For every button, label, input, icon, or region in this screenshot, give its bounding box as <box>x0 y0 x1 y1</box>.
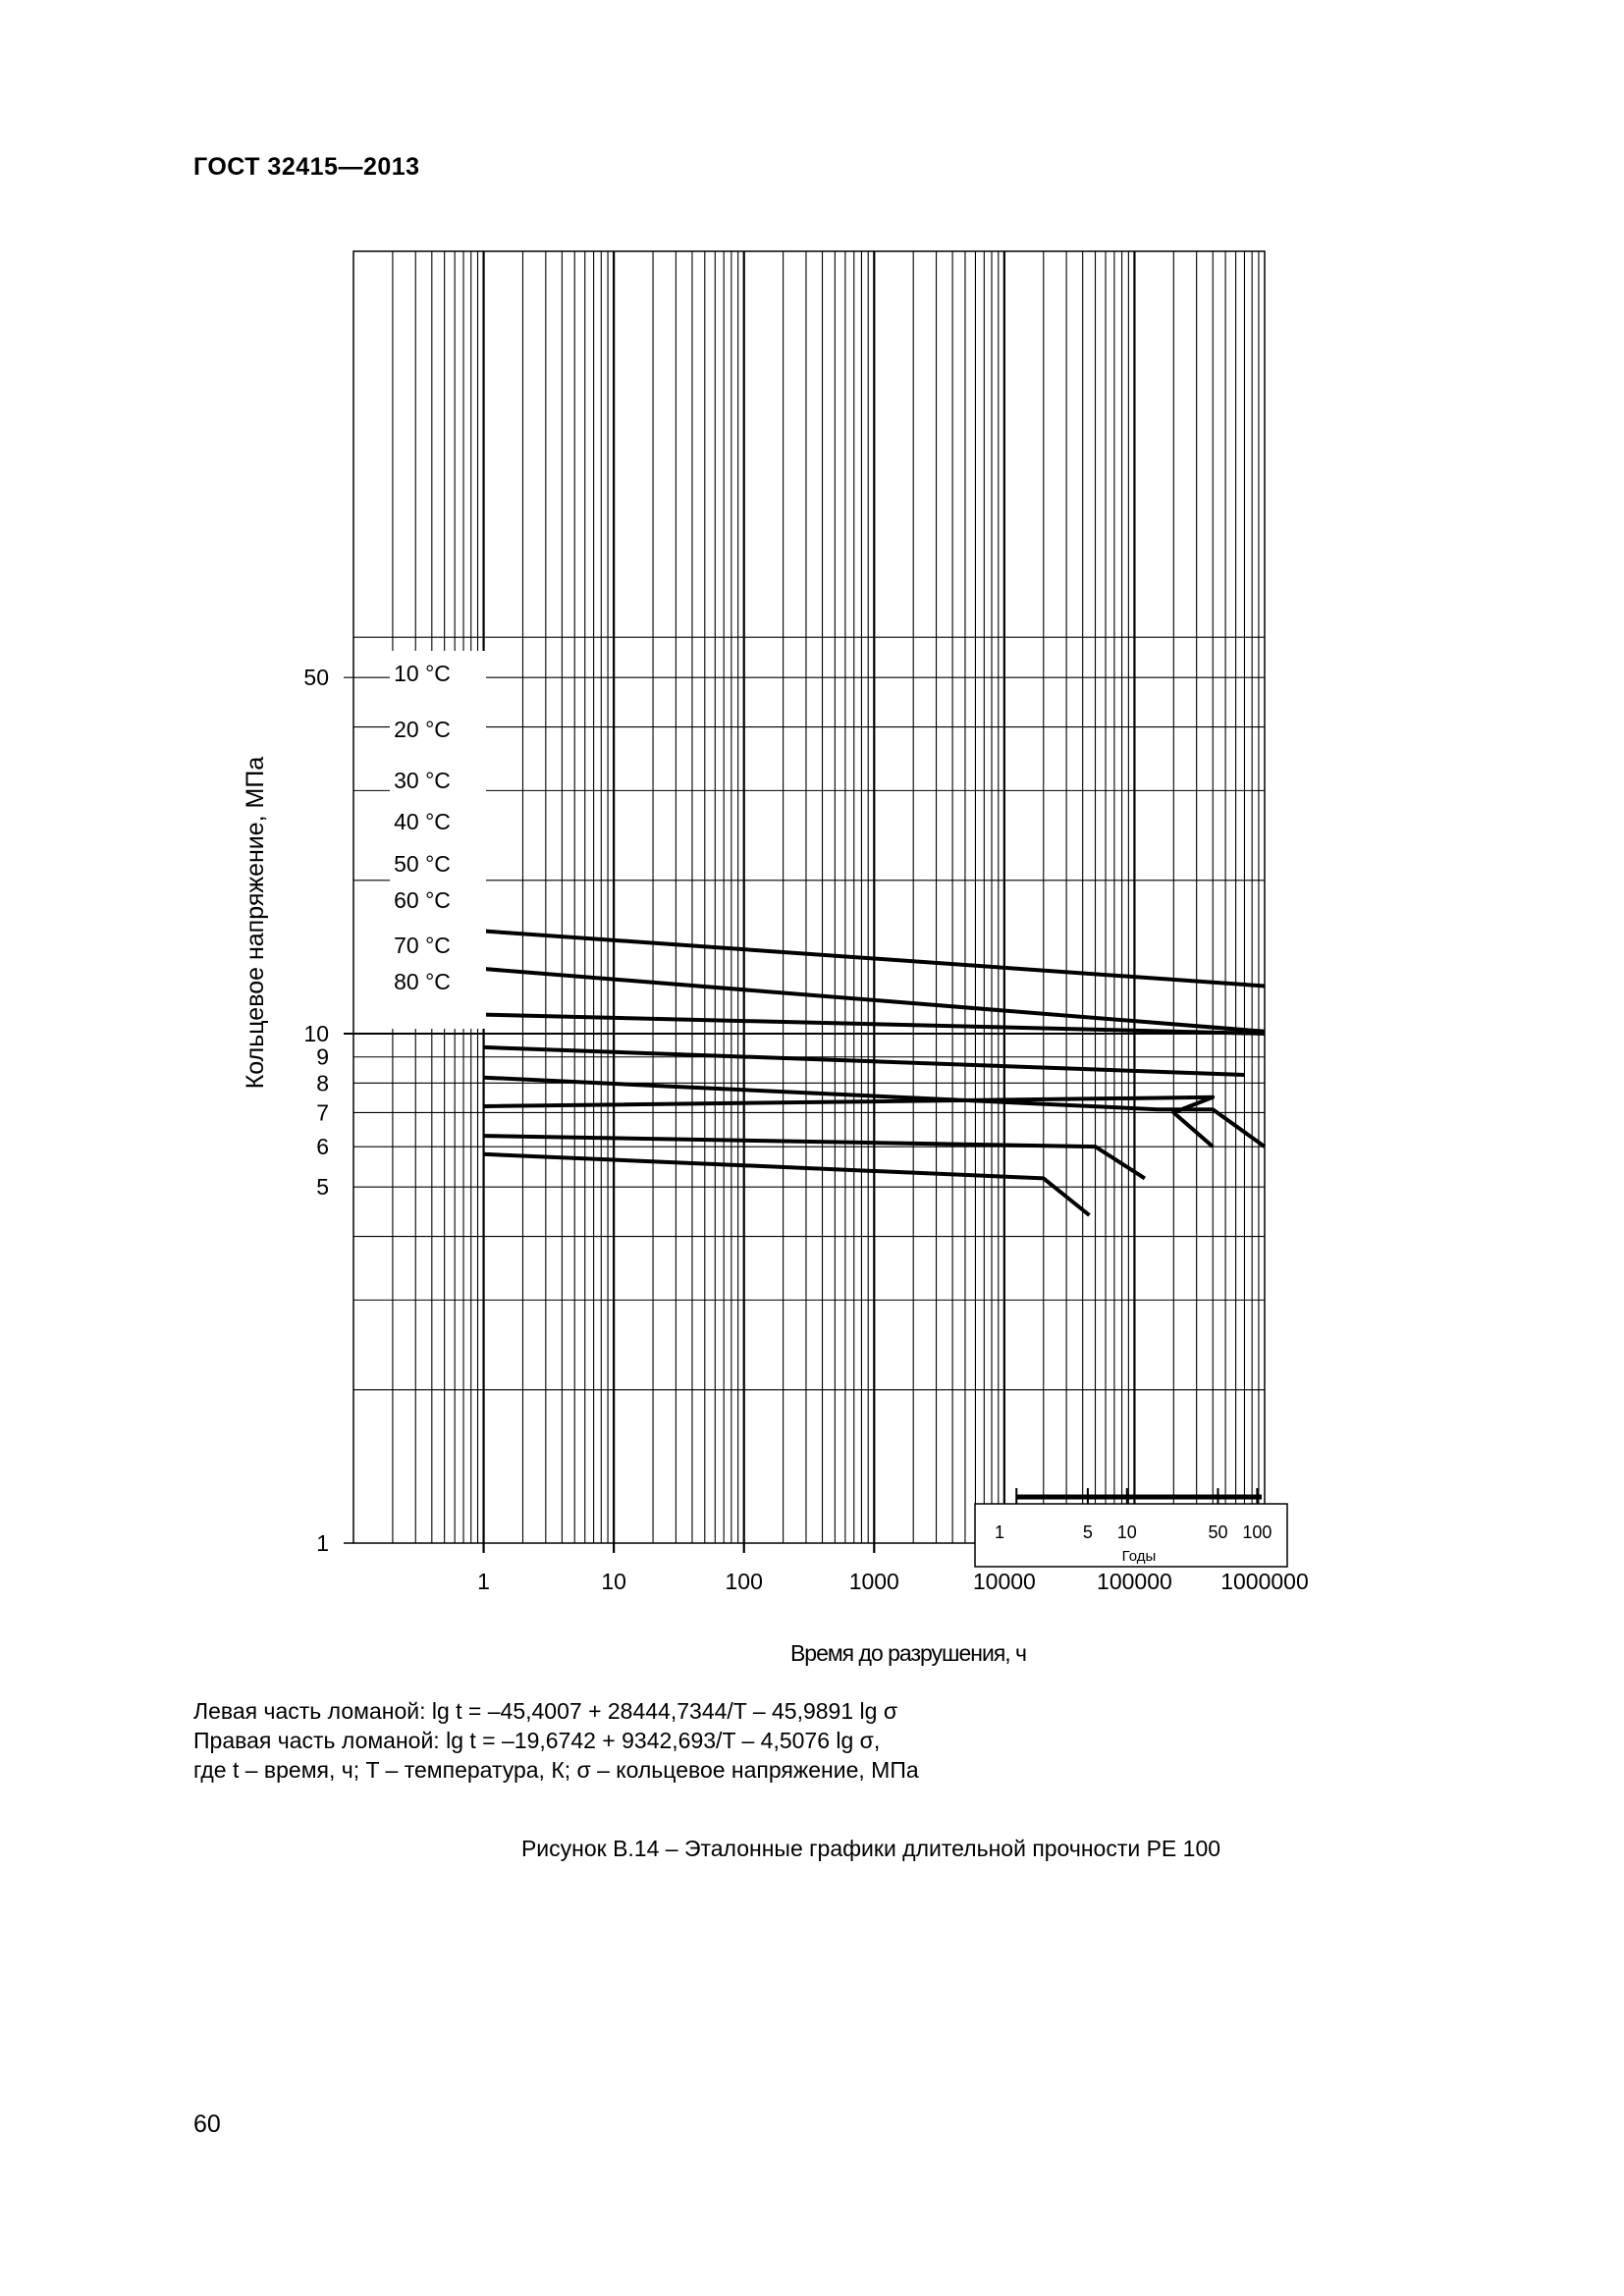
x-axis-label: Время до разрушения, ч <box>789 1640 1027 1666</box>
figure-caption: Рисунок В.14 – Эталонные графики длительной прочности PE 100 <box>520 1836 1221 1861</box>
y-tick-label: 50 <box>303 665 329 691</box>
y-tick-label: 9 <box>316 1043 329 1070</box>
formula-right: Правая часть ломаной: lg t = –19,6742 + 9342,693/T – 4,5076 lg σ, <box>193 1728 881 1753</box>
years-axis-title: Годы <box>1121 1548 1157 1565</box>
page-number: 60 <box>193 2110 221 2138</box>
y-tick-label: 1 <box>316 1530 329 1556</box>
legend-label: 80 °C <box>394 969 451 994</box>
y-tick-label: 7 <box>316 1099 329 1126</box>
formula-block <box>193 1696 919 1785</box>
legend-label: 20 °C <box>394 717 451 742</box>
x-tick-label: 1000 <box>848 1569 899 1594</box>
formula-left: Левая часть ломаной: lg t = –45,4007 + 28444,7344/T – 45,9891 lg σ <box>193 1698 898 1724</box>
x-tick-label: 100000 <box>1097 1569 1172 1594</box>
x-tick-labels <box>477 1569 1309 1594</box>
legend-label: 50 °C <box>394 851 451 877</box>
y-tick-label: 10 <box>303 1021 329 1046</box>
legend-label: 10 °C <box>394 661 451 686</box>
formula-legend: где t – время, ч; T – температура, К; σ – кольцевое напряжение, МПа <box>193 1757 919 1783</box>
x-tick-label: 100 <box>725 1569 763 1594</box>
x-gridlines <box>393 251 1259 1553</box>
plot-frame <box>353 251 1265 1543</box>
x-tick-label: 1 <box>477 1569 490 1594</box>
years-tick-label: 50 <box>1208 1522 1228 1542</box>
series-line <box>484 1047 1245 1075</box>
legend-label: 30 °C <box>394 768 451 793</box>
years-tick-label: 5 <box>1082 1522 1093 1542</box>
years-tick-label: 100 <box>1242 1522 1272 1542</box>
x-tick-label: 10000 <box>972 1569 1036 1594</box>
years-tick-label: 10 <box>1116 1522 1137 1542</box>
y-axis-label: Кольцевое напряжение, МПа <box>242 756 269 1090</box>
document-header: ГОСТ 32415—2013 <box>193 153 420 181</box>
y-tick-label: 6 <box>316 1134 329 1160</box>
y-tick-label: 8 <box>316 1070 329 1096</box>
y-tick-label: 5 <box>316 1174 329 1201</box>
years-tick-label: 1 <box>994 1522 1005 1542</box>
x-tick-label: 1000000 <box>1220 1569 1309 1594</box>
legend-label: 60 °C <box>394 887 451 913</box>
y-tick-labels <box>303 665 329 1556</box>
x-tick-label: 10 <box>601 1569 626 1594</box>
years-axis-box <box>975 1488 1287 1567</box>
legend-label: 70 °C <box>394 933 451 958</box>
legend-label: 40 °C <box>394 809 451 834</box>
